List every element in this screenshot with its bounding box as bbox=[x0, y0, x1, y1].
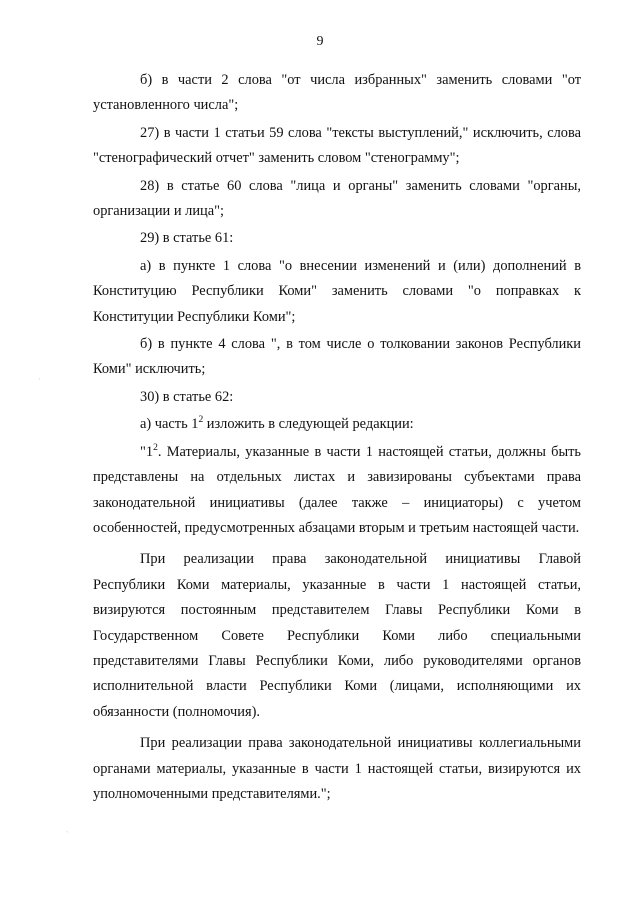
paragraph-26b: б) в части 2 слова "от числа избранных" заменить словами "от установленного числа"; bbox=[93, 72, 581, 114]
scan-mark: ˑ bbox=[66, 828, 69, 838]
paragraph-30: 30) в статье 62: bbox=[140, 388, 234, 405]
paragraph-collegial-initiative: При реализации права законодательной инициативы коллегиальными органами материалы, указанные в части 1 настоящей статьи, визируются их уполномоченными представителями."; bbox=[93, 735, 581, 802]
paragraph-part-1-2 bbox=[93, 440, 581, 542]
superscript-2: 2 bbox=[198, 415, 204, 426]
scan-mark: ˑ bbox=[38, 375, 41, 385]
paragraph-29: 29) в статье 61: bbox=[140, 230, 234, 247]
superscript-2: 2 bbox=[153, 442, 158, 453]
document-body bbox=[93, 68, 581, 807]
page-number: 9 bbox=[316, 34, 324, 49]
paragraph-29b: б) в пункте 4 слова ", в том числе о толковании законов Республики Коми" исключить; bbox=[93, 336, 581, 378]
paragraph-28: 28) в статье 60 слова "лица и органы" заменить словами "органы, организации и лица"; bbox=[93, 177, 581, 220]
paragraph-29a: а) в пункте 1 слова "о внесении изменений и (или) дополнений в Конституцию Республики Коми" заменить словами "о поправках к Конституции Республики Коми"; bbox=[93, 257, 581, 325]
paragraph-head-initiative: При реализации права законодательной инициативы Главой Республики Коми материалы, указанные в части 1 настоящей статьи, визируются постоянным представителем Главы Республики Коми в Государственном Совете Республики Коми либо специальными представителями Главы Республики Коми, либо руководителями органов исполнительной власти Республики Коми (лицами, исполняющими их обязанности (полномочия). bbox=[93, 551, 581, 720]
paragraph-30a-before: а) часть 1 bbox=[140, 416, 199, 433]
paragraph-part-1-2-after: . Материалы, указанные в части 1 настоящей статьи, должны быть представлены на отдельных листах и завизированы субъектами права законодательной инициативы (далее также – инициаторы) с учетом особенностей, предусмотренных абзацами вторым и третьим настоящей части. bbox=[93, 443, 581, 536]
paragraph-30a-after: изложить в следующей редакции: bbox=[203, 416, 414, 433]
paragraph-part-1-2-before: "1 bbox=[140, 443, 154, 460]
paragraph-30a bbox=[93, 412, 581, 437]
paragraph-27: 27) в части 1 статьи 59 слова "тексты выступлений," исключить, слова "стенографический отчет" заменить словом "стенограмму"; bbox=[93, 124, 581, 167]
